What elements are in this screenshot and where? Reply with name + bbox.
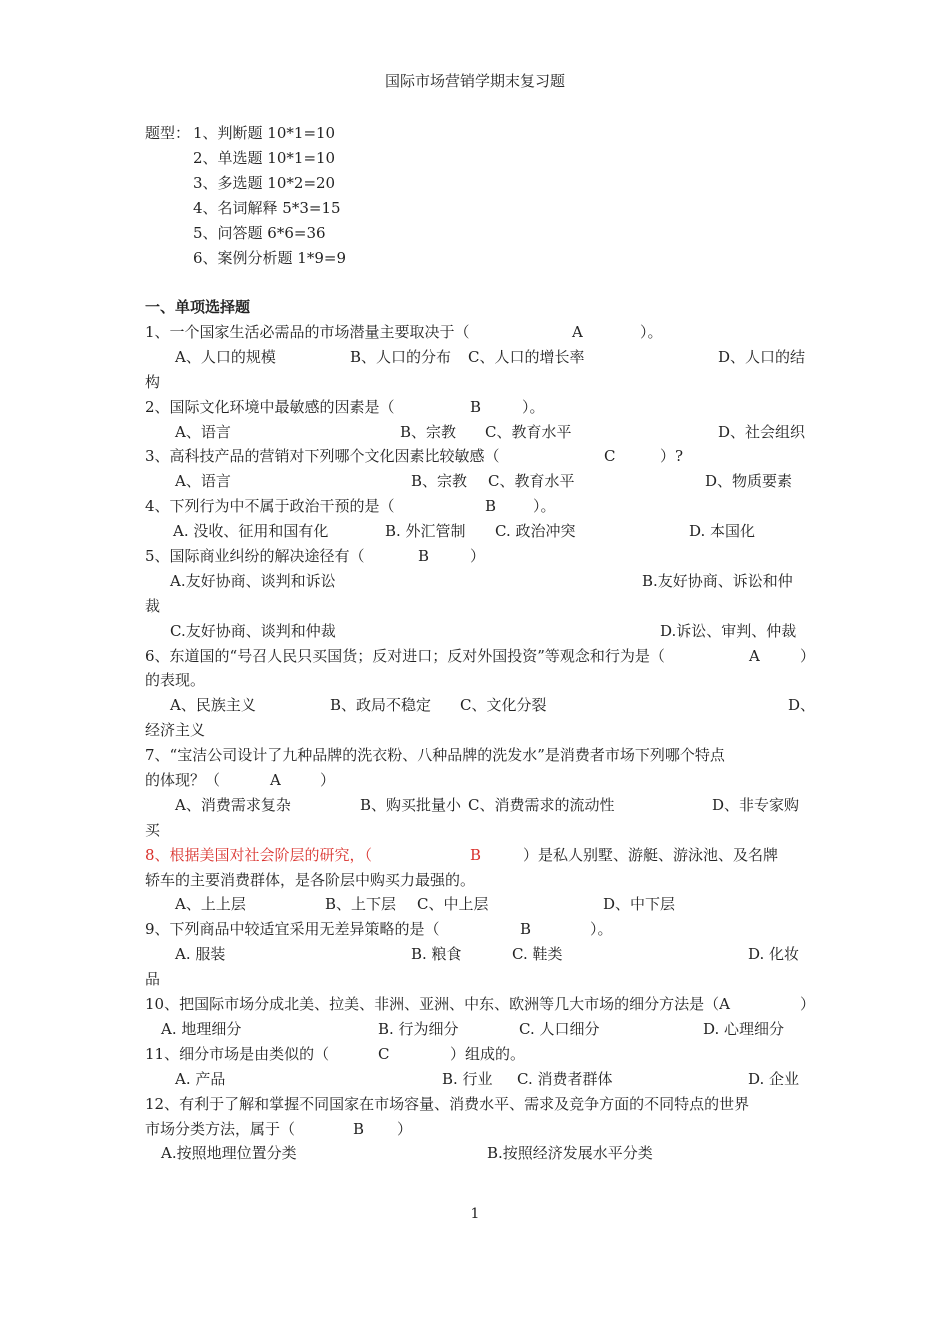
type-item: 3、多选题 10*2=20 bbox=[193, 174, 336, 192]
option-b: B.按照经济发展水平分类 bbox=[487, 1144, 653, 1163]
option-d: D、非专家购 bbox=[712, 795, 800, 814]
stem-continuation: 的体现？（ bbox=[145, 771, 221, 790]
option-a: A.友好协商、谈判和诉讼 bbox=[170, 571, 336, 590]
stem-text: 6、东道国的“号召人民只买国货；反对进口；反对外国投资”等观念和行为是（ bbox=[145, 646, 665, 665]
option-b: B、宗教 bbox=[411, 472, 468, 491]
option-b: B. 粮食 bbox=[411, 945, 462, 964]
answer-letter: C bbox=[604, 447, 616, 466]
option-c: C、人口的增长率 bbox=[468, 347, 585, 366]
option-d: D. 企业 bbox=[748, 1069, 800, 1088]
option-b: B. 行业 bbox=[442, 1069, 493, 1088]
options-row bbox=[145, 793, 810, 818]
stem-text: 1、一个国家生活必需品的市场潜量主要取决于（ bbox=[145, 323, 470, 341]
answer-letter: B bbox=[485, 497, 497, 516]
type-item: 5、问答题 6*6=36 bbox=[193, 224, 326, 242]
stem-text: 11、细分市场是由类似的（ bbox=[145, 1044, 330, 1063]
option-d: D、物质要素 bbox=[705, 472, 793, 491]
option-c: C.友好协商、谈判和仲裁 bbox=[170, 621, 336, 640]
stem-end: ）。 bbox=[533, 497, 556, 516]
stem-text: 12、有利于了解和掌握不同国家在市场容量、消费水平、需求及竞争方面的不同特点的世界 bbox=[145, 1094, 750, 1113]
option-c: C. 人口细分 bbox=[519, 1019, 600, 1038]
stem-continuation: 轿车的主要消费群体，是各阶层中购买力最强的。 bbox=[145, 870, 476, 889]
stem-end: ） bbox=[470, 547, 486, 566]
stem-end: ） bbox=[800, 646, 816, 665]
option-a: A、上上层 bbox=[175, 895, 246, 914]
option-b: B、政局不稳定 bbox=[330, 696, 432, 715]
answer-letter: A bbox=[270, 771, 281, 790]
question-stem bbox=[145, 843, 810, 868]
answer-letter: A bbox=[572, 323, 583, 341]
stem-text: 5、国际商业纠纷的解决途径有（ bbox=[145, 547, 365, 566]
stem-end: ）组成的。 bbox=[450, 1044, 526, 1063]
question-stem bbox=[145, 444, 810, 469]
option-b: B、宗教 bbox=[400, 422, 457, 441]
option-c: C. 政治冲突 bbox=[495, 522, 576, 541]
option-d: D、社会组织 bbox=[718, 422, 806, 441]
option-continuation: 品 bbox=[145, 970, 161, 989]
stem-end: ） bbox=[320, 771, 336, 790]
option-a: A. 产品 bbox=[175, 1069, 226, 1088]
stem-text: 9、下列商品中较适宜采用无差异策略的是（ bbox=[145, 920, 440, 939]
option-a: A、语言 bbox=[175, 472, 231, 491]
option-a: A. 地理细分 bbox=[161, 1019, 242, 1038]
type-item: 4、名词解释 5*3=15 bbox=[193, 199, 341, 217]
stem-continuation: 市场分类方法，属于（ bbox=[145, 1119, 296, 1138]
question-stem bbox=[145, 320, 810, 345]
type-item: 2、单选题 10*1=10 bbox=[193, 149, 336, 167]
question-stem bbox=[145, 395, 810, 420]
options-row bbox=[145, 345, 810, 370]
stem-text: 4、下列行为中不属于政治干预的是（ bbox=[145, 497, 395, 516]
answer-letter: B bbox=[520, 920, 532, 939]
option-a: A.按照地理位置分类 bbox=[161, 1144, 297, 1163]
options-row bbox=[145, 1067, 810, 1092]
options-row bbox=[145, 1141, 810, 1166]
stem-end: ）? bbox=[660, 447, 684, 466]
stem-text-highlighted: 8、根据美国对社会阶层的研究，（ bbox=[145, 845, 373, 864]
option-b: B. 外汇管制 bbox=[385, 522, 466, 541]
stem-end: ）是私人别墅、游艇、游泳池、及名牌 bbox=[523, 845, 779, 864]
type-item: 6、案例分析题 1*9=9 bbox=[193, 249, 347, 267]
option-c: C. 消费者群体 bbox=[517, 1069, 613, 1088]
options-row bbox=[145, 469, 810, 494]
stem-end: ）。 bbox=[590, 920, 613, 939]
answer-letter: B bbox=[353, 1119, 365, 1138]
stem-text: 3、高科技产品的营销对下列哪个文化因素比较敏感（ bbox=[145, 447, 500, 466]
option-continuation: 经济主义 bbox=[145, 721, 206, 740]
types-label: 题型： bbox=[145, 124, 191, 142]
option-a: A. 没收、征用和国有化 bbox=[173, 522, 329, 541]
options-row bbox=[145, 619, 810, 644]
answer-letter: B bbox=[470, 397, 482, 416]
option-b: B、购买批量小 bbox=[360, 795, 462, 814]
question-stem bbox=[145, 743, 810, 768]
answer-letter: C bbox=[378, 1044, 390, 1063]
page-title: 国际市场营销学期末复习题 bbox=[384, 72, 565, 90]
option-continuation: 裁 bbox=[145, 596, 161, 615]
stem-text: 7、“宝洁公司设计了九种品牌的洗衣粉、八种品牌的洗发水”是消费者市场下列哪个特点 bbox=[145, 746, 725, 765]
options-row bbox=[145, 569, 810, 594]
answer-letter: B bbox=[418, 547, 430, 566]
option-d: D.诉讼、审判、仲裁 bbox=[660, 621, 797, 640]
stem-end: ）。 bbox=[522, 397, 545, 416]
option-b: B、上下层 bbox=[325, 895, 397, 914]
question-stem bbox=[145, 992, 816, 1017]
option-c: C、中上层 bbox=[417, 895, 489, 914]
option-a: A、民族主义 bbox=[170, 696, 256, 715]
page-number: 1 bbox=[470, 1206, 480, 1222]
option-c: C. 鞋类 bbox=[512, 945, 563, 964]
question-stem bbox=[145, 494, 810, 519]
stem-end: ） bbox=[800, 995, 816, 1014]
question-stem bbox=[145, 1042, 810, 1067]
stem-continuation: 的表现。 bbox=[145, 671, 206, 690]
question-types bbox=[145, 121, 346, 271]
option-c: C、教育水平 bbox=[488, 472, 575, 491]
stem-end: ）。 bbox=[640, 323, 663, 341]
option-d: D. 化妆 bbox=[748, 945, 800, 964]
options-row bbox=[145, 519, 810, 544]
question-stem bbox=[145, 917, 810, 942]
option-continuation: 构 bbox=[145, 372, 161, 391]
option-b: B. 行为细分 bbox=[378, 1019, 459, 1038]
options-row bbox=[145, 693, 816, 718]
question-stem bbox=[145, 644, 816, 669]
question-list bbox=[145, 320, 816, 1166]
option-c: C、消费需求的流动性 bbox=[468, 795, 615, 814]
question-stem-continued bbox=[145, 768, 810, 793]
question-stem-continued bbox=[145, 1117, 810, 1142]
option-d: D、人口的结 bbox=[718, 347, 806, 366]
option-a: A、人口的规模 bbox=[175, 347, 276, 366]
option-c: C、文化分裂 bbox=[460, 696, 547, 715]
section-title: 一、单项选择题 bbox=[145, 298, 251, 316]
option-a: A. 服装 bbox=[175, 945, 226, 964]
question-stem bbox=[145, 1092, 810, 1117]
option-d: D、 bbox=[788, 696, 816, 715]
answer-letter: A bbox=[749, 646, 760, 665]
option-d: D. 心理细分 bbox=[703, 1019, 785, 1038]
stem-text: 10、把国际市场分成北美、拉美、非洲、亚洲、中东、欧洲等几大市场的细分方法是（A bbox=[145, 995, 730, 1014]
option-a: A、消费需求复杂 bbox=[175, 795, 291, 814]
option-b: B.友好协商、诉讼和仲 bbox=[642, 571, 793, 590]
option-continuation: 买 bbox=[145, 820, 161, 839]
options-row bbox=[145, 892, 810, 917]
stem-end: ） bbox=[397, 1119, 413, 1138]
options-row bbox=[145, 420, 810, 445]
question-stem bbox=[145, 544, 810, 569]
type-item: 1、判断题 10*1=10 bbox=[193, 124, 336, 142]
option-b: B、人口的分布 bbox=[350, 347, 452, 366]
option-d: D、中下层 bbox=[603, 895, 676, 914]
stem-text: 2、国际文化环境中最敏感的因素是（ bbox=[145, 397, 395, 416]
option-a: A、语言 bbox=[175, 422, 231, 441]
option-c: C、教育水平 bbox=[485, 422, 572, 441]
option-d: D. 本国化 bbox=[689, 522, 756, 541]
options-row bbox=[145, 1017, 810, 1042]
options-row bbox=[145, 942, 810, 967]
answer-letter: B bbox=[470, 845, 482, 864]
